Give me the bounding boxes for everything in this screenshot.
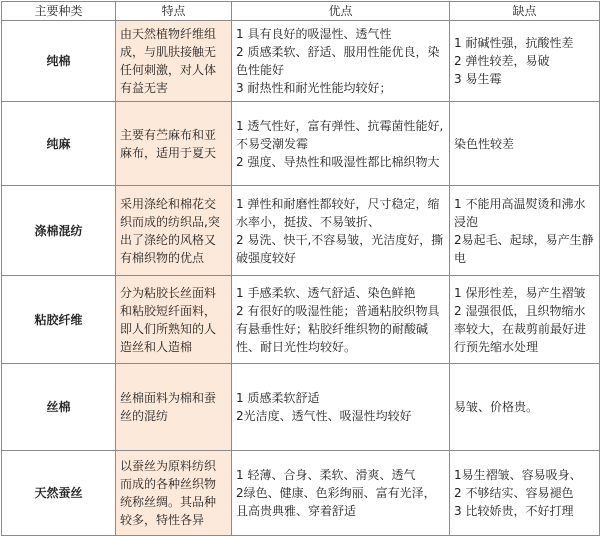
table-row (2, 276, 600, 364)
disadvantage-line: 1 保形性差，易产生褶皱 (454, 285, 586, 300)
fabric-feature: 以蚕丝为原料纺织而成的各种丝织物统称丝绸。其品种较多，特性各异 (116, 451, 232, 536)
fabric-feature: 分为粘胶长丝面料和粘胶短纤面料，即人们所熟知的人造丝和人造棉 (116, 276, 232, 364)
header-row (2, 2, 600, 21)
advantage-line: 2 易洗、快干,不容易皱，光洁度好，撕破强度较好 (236, 232, 444, 265)
disadvantage-line: 易皱、价格贵。 (454, 400, 539, 414)
disadvantage-line: 染色性较差 (454, 136, 515, 151)
disadvantage-line: 3 易生霉 (454, 72, 502, 86)
advantage-line: 1 质感柔软舒适 (236, 391, 320, 405)
advantage-line: 1 轻薄、合身、柔软、滑爽、透气 (236, 468, 416, 482)
header-type: 主要种类 (2, 2, 116, 21)
disadvantage-line: 2易起毛、起球，易产生静电 (454, 232, 594, 265)
table-row (2, 364, 600, 451)
fabric-advantages (232, 186, 450, 276)
disadvantage-line: 3 比较娇贵，不好打理 (454, 504, 574, 518)
disadvantage-line: 2 不够结实、容易褪色 (454, 486, 574, 500)
disadvantage-line: 2 湿强很低，且织物缩水率较大，在裁剪前最好进行预先缩水处理 (454, 303, 587, 354)
advantage-line: 1 弹性和耐磨性都较好，尺寸稳定，缩水率小，挺拔、不易皱折、 (236, 196, 440, 229)
fabric-feature: 采用涤纶和棉花交织而成的纺织品,突出了涤纶的风格又有棉织物的优点 (116, 186, 232, 276)
fabric-feature: 主要有苎麻布和亚麻布，适用于夏天 (116, 102, 232, 186)
fabric-comparison-table-wrapper (1, 1, 599, 532)
fabric-advantages (232, 21, 450, 102)
disadvantage-line: 1 不能用高温熨烫和沸水浸泡 (454, 196, 586, 229)
advantage-line: 2 有很好的吸湿性能；普通粘胶织物具有悬垂性好；粘胶纤维织物的耐酸碱性、耐日光性均较好。 (236, 303, 440, 354)
advantage-line: 1 透气性好，富有弹性、抗霉菌性能好,不易受潮发霉 (236, 118, 444, 151)
fabric-type: 天然蚕丝 (2, 451, 116, 536)
fabric-disadvantages (450, 186, 600, 276)
table-row (2, 451, 600, 536)
fabric-feature: 丝棉面料为棉和蚕丝的混纺 (116, 364, 232, 451)
table-row (2, 21, 600, 102)
table-row (2, 102, 600, 186)
advantage-line: 1 具有良好的吸湿性、透气性 (236, 27, 392, 41)
fabric-advantages (232, 276, 450, 364)
fabric-advantages (232, 364, 450, 451)
advantage-line: 2 强度、导热性和吸湿性都比棉织物大 (236, 154, 440, 169)
fabric-comparison-table (1, 1, 600, 536)
fabric-type: 纯棉 (2, 21, 116, 102)
table-header (2, 2, 600, 21)
fabric-feature: 由天然植物纤维组成，与肌肤接触无任何刺激，对人体有益无害 (116, 21, 232, 102)
advantage-line: 1 手感柔软、透气舒适、染色鲜艳 (236, 285, 416, 300)
advantage-line: 2绿色、健康、色彩绚丽、富有光泽，且高贵典雅、穿着舒适 (236, 486, 436, 518)
header-advantages: 优点 (232, 2, 450, 21)
fabric-disadvantages (450, 451, 600, 536)
disadvantage-line: 2 弹性较差，易破 (454, 54, 550, 68)
fabric-type: 丝棉 (2, 364, 116, 451)
fabric-type: 纯麻 (2, 102, 116, 186)
advantage-line: 2光洁度、透气性、吸湿性均较好 (236, 409, 412, 423)
fabric-disadvantages (450, 276, 600, 364)
fabric-type: 粘胶纤维 (2, 276, 116, 364)
fabric-disadvantages (450, 21, 600, 102)
fabric-type: 涤棉混纺 (2, 186, 116, 276)
table-body (2, 21, 600, 536)
header-disadvantages: 缺点 (450, 2, 600, 21)
advantage-line: 3 耐热性和耐光性能均较好； (236, 81, 392, 95)
fabric-advantages (232, 451, 450, 536)
disadvantage-line: 1 耐碱性强，抗酸性差 (454, 36, 574, 50)
disadvantage-line: 1易生褶皱、容易吸身、 (454, 468, 582, 482)
table-row (2, 186, 600, 276)
fabric-disadvantages (450, 364, 600, 451)
fabric-disadvantages (450, 102, 600, 186)
header-feature: 特点 (116, 2, 232, 21)
fabric-advantages (232, 102, 450, 186)
advantage-line: 2 质感柔软、舒适、服用性能优良，染色性能好 (236, 45, 440, 77)
